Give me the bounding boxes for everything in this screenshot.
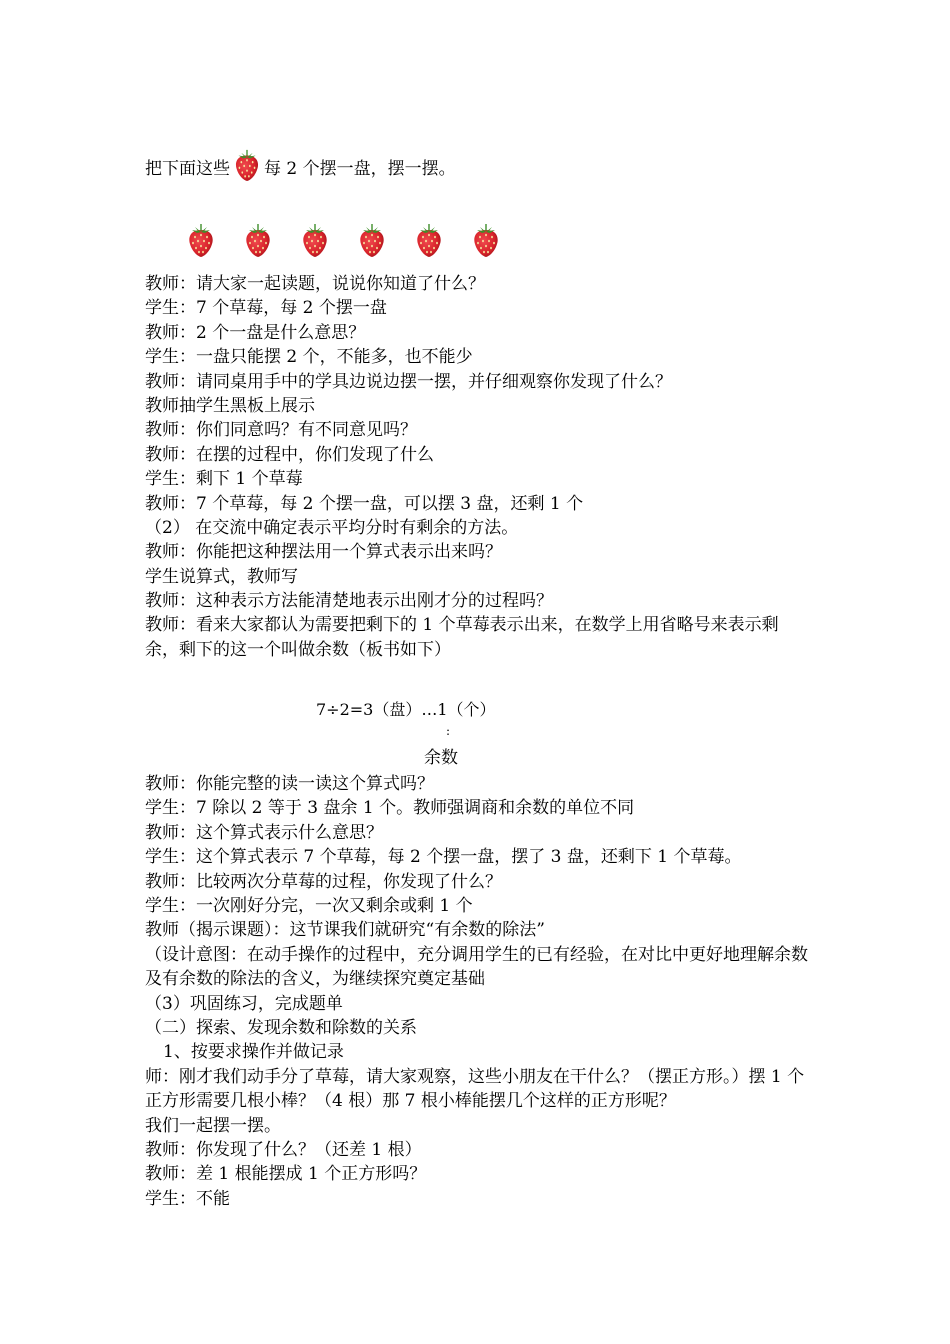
strawberry-icon xyxy=(243,222,273,258)
dialogue-line: 教师：这个算式表示什么意思？ xyxy=(145,822,383,843)
dialogue-line: 教师：比较两次分草莓的过程，你发现了什么？ xyxy=(145,871,502,892)
dialogue-block-a xyxy=(145,272,815,662)
strawberry-icon xyxy=(186,222,216,258)
step-heading: 1、按要求操作并做记录 xyxy=(163,1042,344,1063)
section-heading: （3）巩固练习，完成题单 xyxy=(145,993,343,1014)
dialogue-line: 学生：一盘只能摆 2 个，不能多，也不能少 xyxy=(145,347,473,368)
dialogue-line: 学生说算式，教师写 xyxy=(145,566,298,587)
dialogue-line: 教师：2 个一盘是什么意思？ xyxy=(145,322,366,343)
dialogue-line: 学生：剩下 1 个草莓 xyxy=(145,469,303,490)
strawberry-icon xyxy=(414,222,444,258)
dialogue-line: 教师（揭示课题）：这节课我们就研究“有余数的除法” xyxy=(145,920,545,941)
dialogue-line: 教师：你能把这种摆法用一个算式表示出来吗？ xyxy=(145,542,502,563)
section-heading: （2） 在交流中确定表示平均分时有剩余的方法。 xyxy=(145,517,519,538)
dialogue-line: 教师：请大家一起读题，说说你知道了什么？ xyxy=(145,274,485,294)
dialogue-line: 教师：7 个草莓，每 2 个摆一盘，可以摆 3 盘，还剩 1 个 xyxy=(145,493,584,514)
dialogue-line: 学生：一次刚好分完，一次又剩余或剩 1 个 xyxy=(145,895,473,916)
formula-mark: : xyxy=(446,724,451,738)
square-paragraph: 师：刚才我们动手分了草莓，请大家观察，这些小朋友在干什么？（摆正方形。）摆 1 个正方形需要几根小棒？（4 根）那 7 根小棒能摆几个这样的正方形呢？ xyxy=(145,1066,805,1112)
dialogue-block-b xyxy=(145,772,815,1211)
intro-line xyxy=(145,148,456,182)
dialogue-line: 教师：你发现了什么？（还差 1 根） xyxy=(145,1139,422,1160)
strawberry-icon xyxy=(232,148,262,182)
dialogue-line: 教师：差 1 根能摆成 1 个正方形吗？ xyxy=(145,1164,427,1185)
intro-text-after: 每 2 个摆一盘，摆一摆。 xyxy=(264,159,456,179)
dialogue-line: 学生：这个算式表示 7 个草莓，每 2 个摆一盘，摆了 3 盘，还剩下 1 个草莓。 xyxy=(145,847,742,868)
dialogue-line: 教师：你能完整的读一读这个算式吗？ xyxy=(145,774,434,794)
strawberry-icon xyxy=(300,222,330,258)
dialogue-line: 我们一起摆一摆。 xyxy=(145,1115,281,1136)
dialogue-line: 教师：请同桌用手中的学具边说边摆一摆，并仔细观察你发现了什么？ xyxy=(145,371,672,392)
remainder-paragraph: 教师：看来大家都认为需要把剩下的 1 个草莓表示出来，在数学上用省略号来表示剩余，剩下的这一个叫做余数（板书如下） xyxy=(145,615,779,660)
strawberry-icon xyxy=(471,222,501,258)
remainder-label: 余数 xyxy=(424,748,458,768)
division-formula: 7÷2=3（盘）…1（个） xyxy=(316,700,496,719)
dialogue-line: 教师抽学生黑板上展示 xyxy=(145,395,315,416)
design-intent-paragraph: （设计意图：在动手操作的过程中，充分调用学生的已有经验，在对比中更好地理解余数及有余数的除法的含义，为继续探究奠定基础 xyxy=(145,944,808,990)
dialogue-line: 教师：你们同意吗？有不同意见吗？ xyxy=(145,420,417,441)
dialogue-line: 教师：在摆的过程中，你们发现了什么 xyxy=(145,444,434,465)
dialogue-line: 学生：7 除以 2 等于 3 盘余 1 个。教师强调商和余数的单位不同 xyxy=(145,798,635,819)
dialogue-line: 学生：7 个草莓，每 2 个摆一盘 xyxy=(145,298,387,319)
section-heading: （二）探索、发现余数和除数的关系 xyxy=(145,1017,417,1038)
dialogue-line: 学生：不能 xyxy=(145,1188,230,1209)
strawberry-icon xyxy=(357,222,387,258)
intro-text-before: 把下面这些 xyxy=(145,159,230,179)
dialogue-line: 教师：这种表示方法能清楚地表示出刚才分的过程吗？ xyxy=(145,591,553,612)
